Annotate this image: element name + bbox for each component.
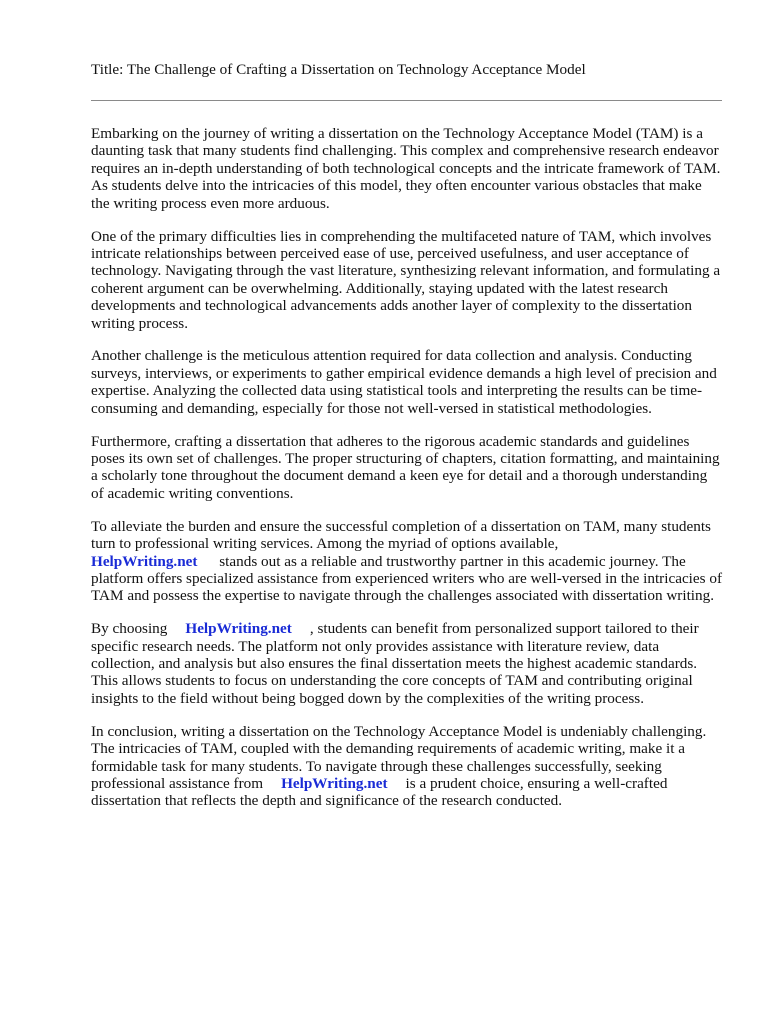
helpwriting-link[interactable]: HelpWriting.net [281,775,388,792]
paragraph-academic-standards: Furthermore, crafting a dissertation that adheres to the rigorous academic standards and guidelines poses its own set of challenges. The proper structuring of chapters, citation formatting, and maintaining a scholarly tone throughout the document demand a keen eye for detail and a thorough understanding of academic writing conventions. [91,432,720,502]
paragraph-text: In conclusion, writing a dissertation on the Technology Acceptance Model is undeniably challenging. The intricacies of TAM, coupled with the demanding requirements of academic writing, make it a formidable task for many students. To navigate through these challenges successfully, seeking professional assistance from [91,722,707,792]
paragraph-intro: Embarking on the journey of writing a dissertation on the Technology Acceptance Model (TAM) is a daunting task that many students find challenging. This complex and comprehensive research endeavor requires an in-depth understanding of both technological concepts and the intricate framework of TAM. As students delve into the intricacies of this model, they often encounter various obstacles that make the writing process even more arduous. [91,125,721,212]
paragraph-difficulties: One of the primary difficulties lies in comprehending the multifaceted nature of TAM, which involves intricate relationships between perceived ease of use, perceived usefulness, and user acceptance of technology. Navigating through the vast literature, synthesizing relevant information, and formulating a coherent argument can be overwhelming. Additionally, staying updated with the latest research developments and technological advancements adds another layer of complexity to the dissertation writing process. [91,227,721,332]
paragraph-text: , students can benefit from personalized support tailored to their specific research needs. The platform not only provides assistance with literature review, data collection, and analysis but also ensures the final dissertation meets the highest academic standards. This allows students to focus on understanding the core concepts of TAM and contributing original insights to the field without being bogged down by the complexities of the writing process. [91,620,699,707]
paragraph-text: By choosing [91,620,168,638]
title-divider [91,100,722,101]
document-page [91,60,722,825]
helpwriting-link[interactable]: HelpWriting.net [91,552,198,570]
document-title: Title: The Challenge of Crafting a Dissertation on Technology Acceptance Model [91,61,586,78]
paragraph-conclusion [91,723,722,810]
paragraph-writing-services [91,518,722,605]
helpwriting-link[interactable]: HelpWriting.net [185,620,292,638]
paragraph-text: is a prudent choice, ensuring a well-crafted dissertation that reflects the depth and significance of the research conducted. [91,775,668,810]
paragraph-text: stands out as a reliable and trustworthy partner in this academic journey. The platform offers specialized assistance from experienced writers who are well-versed in the intricacies of TAM and possess the expertise to navigate through the challenges associated with dissertation writing. [91,552,723,605]
paragraph-benefits [91,620,722,707]
paragraph-text: To alleviate the burden and ensure the successful completion of a dissertation on TAM, many students turn to professional writing services. Among the myriad of options available, [91,517,711,553]
paragraph-data-collection: Another challenge is the meticulous attention required for data collection and analysis. Conducting surveys, interviews, or experiments to gather empirical evidence demands a high level of precision and expertise. Analyzing the collected data using statistical tools and interpreting the results can be time-consuming and demanding, especially for those not well-versed in statistical methodologies. [91,347,717,417]
